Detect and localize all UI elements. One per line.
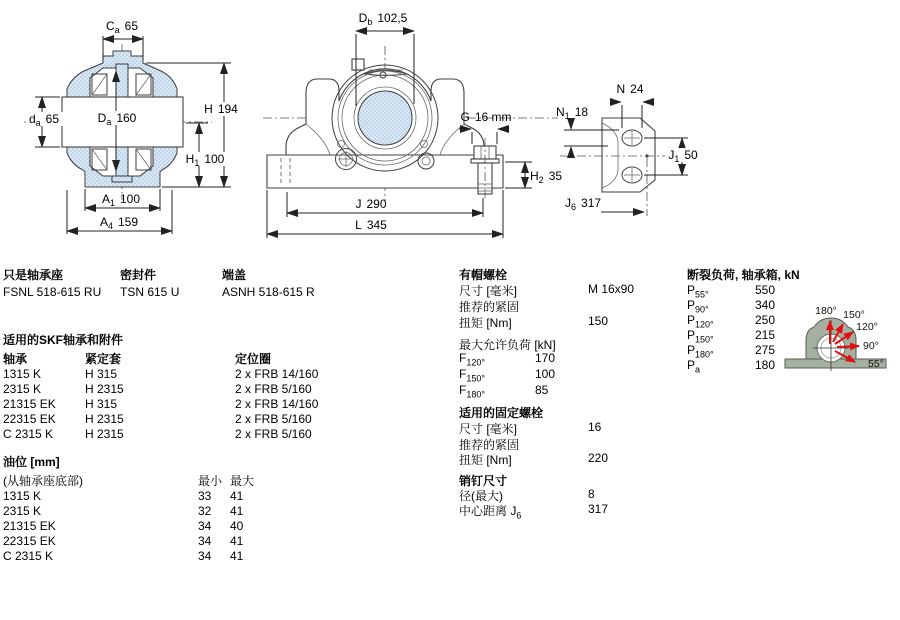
p-value: 550 (755, 283, 776, 297)
cell-name: 21315 EK (3, 519, 56, 533)
cap-bolts-title: 有帽螺栓 (459, 268, 508, 282)
table-row (3, 489, 270, 504)
load-direction-diagram (785, 305, 886, 371)
cell-max: 40 (230, 519, 244, 533)
angle-label-180: 180° (815, 305, 837, 317)
section-view-drawing (24, 19, 242, 234)
p-label: $P_{90^\circ}$ (687, 298, 709, 315)
cell-max: 41 (230, 489, 244, 503)
cap-bolt-torque-row (459, 314, 609, 331)
dim-h1: $H_1$ 100 (185, 152, 225, 168)
dim-j: J 290 (355, 197, 387, 211)
table-row (3, 519, 270, 534)
table-row (3, 412, 385, 427)
cell-sleeve: H 315 (85, 367, 118, 381)
cell-min: 34 (198, 519, 212, 533)
dim-j1: $J_1$ 50 (668, 148, 698, 164)
cell-ring: 2 x FRB 5/160 (235, 382, 312, 396)
p-label: $P_a$ (687, 358, 701, 375)
fixing-bolt-size-row (459, 420, 602, 437)
oil-subtitle: (从轴承座底部) (3, 474, 83, 488)
bearings-section (3, 331, 385, 442)
p-value: 275 (755, 343, 776, 357)
end-cover-designation: ASNH 518-615 R (222, 285, 315, 299)
torque-value: 220 (588, 451, 609, 465)
cell-max: 41 (230, 534, 244, 548)
p-label: $P_{120^\circ}$ (687, 313, 714, 330)
p-value: 340 (755, 298, 776, 312)
breaking-load-row (687, 298, 776, 315)
cap-bolt-size-row (459, 282, 635, 299)
seal-designation: TSN 615 U (120, 285, 180, 299)
oil-header-row (3, 472, 270, 489)
cell-sleeve: H 2315 (85, 427, 124, 441)
oil-level-table (3, 472, 270, 564)
pin-dia-value: 8 (588, 487, 595, 501)
seal-label: 密封件 (120, 268, 157, 282)
breaking-load-row (687, 313, 776, 330)
dim-ca: $C_a$ 65 (105, 19, 139, 35)
f-value: 170 (535, 351, 556, 365)
dim-Da: $D_a$ 160 (97, 111, 137, 127)
dim-l: L 345 (355, 218, 387, 232)
max-load-title: 最大允许负荷 [kN] (459, 338, 556, 352)
col-min: 最小 (198, 474, 223, 488)
bearings-header-row (3, 350, 385, 367)
p-value: 250 (755, 313, 776, 327)
p-value: 180 (755, 358, 776, 372)
cell-name: C 2315 K (3, 549, 54, 563)
size-label: 尺寸 [毫米] (459, 422, 518, 436)
housing-label: 只是轴承座 (3, 268, 64, 282)
cell-ring: 2 x FRB 14/160 (235, 397, 319, 411)
col-ring: 定位圈 (235, 352, 272, 366)
f-value: 100 (535, 367, 556, 381)
cell-bearing: 2315 K (3, 382, 42, 396)
dim-da: $d_a$ 65 (28, 112, 60, 128)
cell-min: 34 (198, 534, 212, 548)
table-row (3, 427, 385, 442)
product-housing (3, 266, 101, 299)
housing-designation: FSNL 518-615 RU (3, 285, 102, 299)
torque-value: 150 (588, 314, 609, 328)
oil-level-title: 油位 [mm] (3, 455, 60, 469)
dim-a4: $A_4$ 159 (99, 215, 139, 231)
fixing-bolt-torque-row (459, 451, 609, 468)
dim-n: N 24 (616, 82, 644, 96)
f-label: $F_{150^\circ}$ (459, 367, 485, 384)
cell-min: 32 (198, 504, 212, 518)
cell-ring: 2 x FRB 5/160 (235, 412, 312, 426)
front-view-drawing (263, 11, 562, 238)
cell-min: 33 (198, 489, 212, 503)
table-row (3, 367, 385, 382)
product-end-cover (222, 266, 315, 299)
bearings-table (3, 350, 385, 442)
pin-title: 销钉尺寸 (459, 474, 508, 488)
cell-ring: 2 x FRB 5/160 (235, 427, 312, 441)
f-label: $F_{180^\circ}$ (459, 383, 485, 400)
dim-a1: $A_1$ 100 (101, 192, 141, 208)
cell-sleeve: H 2315 (85, 382, 124, 396)
pin-center-distance-row (459, 502, 609, 521)
dim-j6: $J_6$ 317 (565, 196, 602, 212)
cell-name: 22315 EK (3, 534, 56, 548)
p-value: 215 (755, 328, 776, 342)
table-row (3, 534, 270, 549)
cell-ring: 2 x FRB 14/160 (235, 367, 319, 381)
fixing-bolt-rec-label: 推荐的紧固 (459, 438, 520, 452)
max-load-row (459, 351, 556, 368)
col-sleeve: 紧定套 (85, 352, 122, 366)
table-row (3, 397, 385, 412)
torque-label: 扭矩 [Nm] (459, 453, 512, 467)
fixing-bolts-title: 适用的固定螺栓 (459, 406, 544, 420)
table-row (3, 382, 385, 397)
cell-min: 34 (198, 549, 212, 563)
dim-n1: $N_1$ 18 (556, 105, 589, 121)
angle-label-120: 120° (856, 321, 878, 333)
p-label: $P_{55^\circ}$ (687, 283, 709, 300)
cell-bearing: 22315 EK (3, 412, 56, 426)
base-view-drawing (556, 82, 703, 216)
cell-max: 41 (230, 549, 244, 563)
cell-max: 41 (230, 504, 244, 518)
f-label: $F_{120^\circ}$ (459, 351, 485, 368)
breaking-load-row (687, 328, 776, 345)
cell-sleeve: H 315 (85, 397, 118, 411)
dim-h2: $H_2$ 35 (530, 169, 563, 185)
dim-db: $D_b$ 102,5 (358, 11, 408, 27)
cell-sleeve: H 2315 (85, 412, 124, 426)
dim-g: G 16 mm (460, 110, 512, 124)
size-value: M 16x90 (588, 282, 635, 296)
pin-dia-label: 径(最大) (459, 489, 503, 503)
breaking-load-row (687, 358, 776, 375)
bearings-title: 适用的SKF轴承和附件 (3, 333, 124, 347)
col-bearing: 轴承 (3, 352, 28, 366)
p-label: $P_{150^\circ}$ (687, 328, 714, 345)
oil-level-section (3, 453, 270, 564)
table-row (3, 549, 270, 564)
torque-label: 扭矩 [Nm] (459, 316, 512, 330)
cell-bearing: 21315 EK (3, 397, 56, 411)
size-value: 16 (588, 420, 602, 434)
dim-h: H 194 (204, 102, 238, 116)
f-value: 85 (535, 383, 549, 397)
end-cover-label: 端盖 (222, 268, 247, 282)
cell-bearing: 1315 K (3, 367, 42, 381)
p-label: $P_{180^\circ}$ (687, 343, 714, 360)
cap-bolt-rec-label: 推荐的紧固 (459, 300, 520, 314)
size-label: 尺寸 [毫米] (459, 284, 518, 298)
angle-label-150: 150° (843, 309, 865, 321)
pin-cc-label: 中心距离 $J_6$ (459, 504, 522, 521)
max-load-row (459, 367, 556, 384)
breaking-load-title: 断裂负荷, 轴承箱, kN (687, 268, 800, 282)
table-row (3, 504, 270, 519)
pin-cc-value: 317 (588, 502, 609, 516)
cell-bearing: C 2315 K (3, 427, 54, 441)
breaking-load-row (687, 283, 776, 300)
angle-label-55: 55° (868, 358, 884, 370)
product-seal (120, 266, 179, 299)
angle-label-90: 90° (863, 340, 879, 352)
max-load-row (459, 383, 549, 400)
cell-name: 1315 K (3, 489, 42, 503)
breaking-load-row (687, 343, 776, 360)
cell-name: 2315 K (3, 504, 42, 518)
col-max: 最大 (230, 474, 255, 488)
